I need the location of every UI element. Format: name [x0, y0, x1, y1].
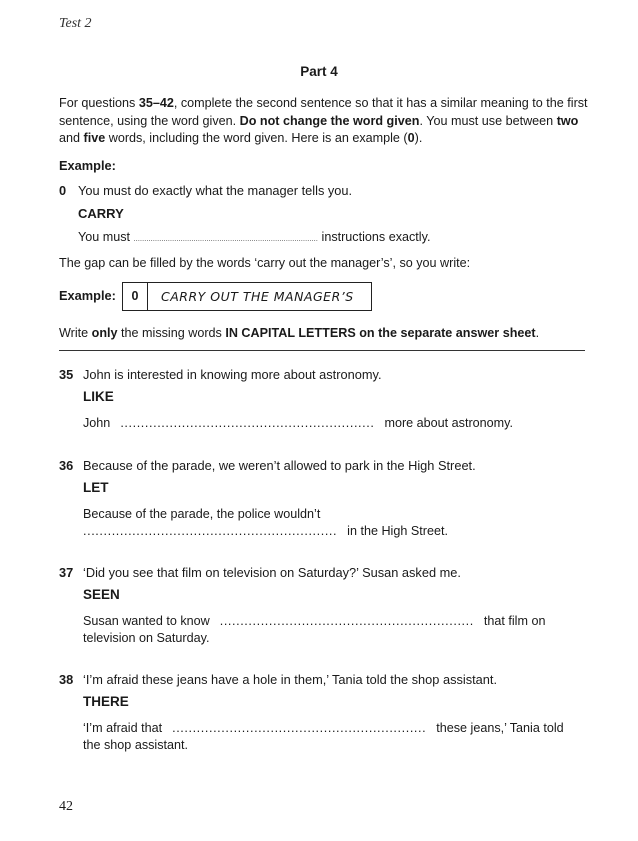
example-note: The gap can be filled by the words ‘carry out the manager’s’, so you write: — [59, 256, 471, 270]
question-keyword: LET — [83, 480, 109, 495]
question-answer-line: John .............................................................. more about astronomy. — [83, 416, 514, 430]
intro-paragraph: For questions 35–42, complete the second sentence so that it has a similar meaning to the first sentence, using the word given. Do not change the word given. You must use between two and five words, including the word given. Here is an example (0). — [59, 96, 588, 145]
example-heading: Example: — [59, 158, 116, 173]
question-answer-line: Susan wanted to know .............................................................. that film on television on Saturday. — [83, 614, 546, 645]
part-title: Part 4 — [300, 64, 338, 79]
example-keyword: CARRY — [78, 206, 124, 221]
example-answer-box — [122, 282, 372, 311]
question-keyword: THERE — [83, 694, 129, 709]
question-sentence: ‘Did you see that film on television on Saturday?’ Susan asked me. — [83, 565, 461, 580]
answer-gap-dots: .............................................................. — [219, 614, 474, 628]
example-gap-sentence: You must ...................................................................................... instructions exactly. — [78, 230, 431, 244]
example-sentence: You must do exactly what the manager tells you. — [78, 183, 353, 198]
example-gap-dots: ...................................................................................... — [133, 236, 319, 243]
question-sentence: ‘I’m afraid these jeans have a hole in them,’ Tania told the shop assistant. — [83, 672, 498, 687]
question-keyword: SEEN — [83, 587, 120, 602]
question-number: 37 — [59, 565, 74, 580]
answer-gap-dots: .............................................................. — [120, 416, 375, 430]
example-number: 0 — [59, 183, 67, 198]
answer-gap-dots: .............................................................. — [83, 524, 338, 538]
answer-instruction: Write only the missing words IN CAPITAL LETTERS on the separate answer sheet. — [59, 326, 540, 340]
question-keyword: LIKE — [83, 389, 114, 404]
question-sentence: Because of the parade, we weren’t allowed to park in the High Street. — [83, 458, 476, 473]
example-answer-label: Example: — [59, 288, 116, 303]
question-answer-line: Because of the parade, the police wouldn’t.............................................................. in the High Street. — [83, 507, 448, 538]
question-number: 38 — [59, 672, 74, 687]
divider-rule — [59, 350, 585, 351]
example-answer-box-number: 0 — [123, 283, 148, 310]
question-number: 36 — [59, 458, 74, 473]
page-number: 42 — [59, 799, 73, 814]
example-answer-handwritten: CARRY OUT THE MANAGER’S — [161, 289, 354, 304]
answer-gap-dots: .............................................................. — [172, 721, 427, 735]
question-number: 35 — [59, 367, 74, 382]
question-answer-line: ‘I’m afraid that .............................................................. these jeans,’ Tania told the shop assistant. — [83, 721, 564, 752]
running-head: Test 2 — [59, 16, 92, 31]
question-sentence: John is interested in knowing more about astronomy. — [83, 367, 382, 382]
